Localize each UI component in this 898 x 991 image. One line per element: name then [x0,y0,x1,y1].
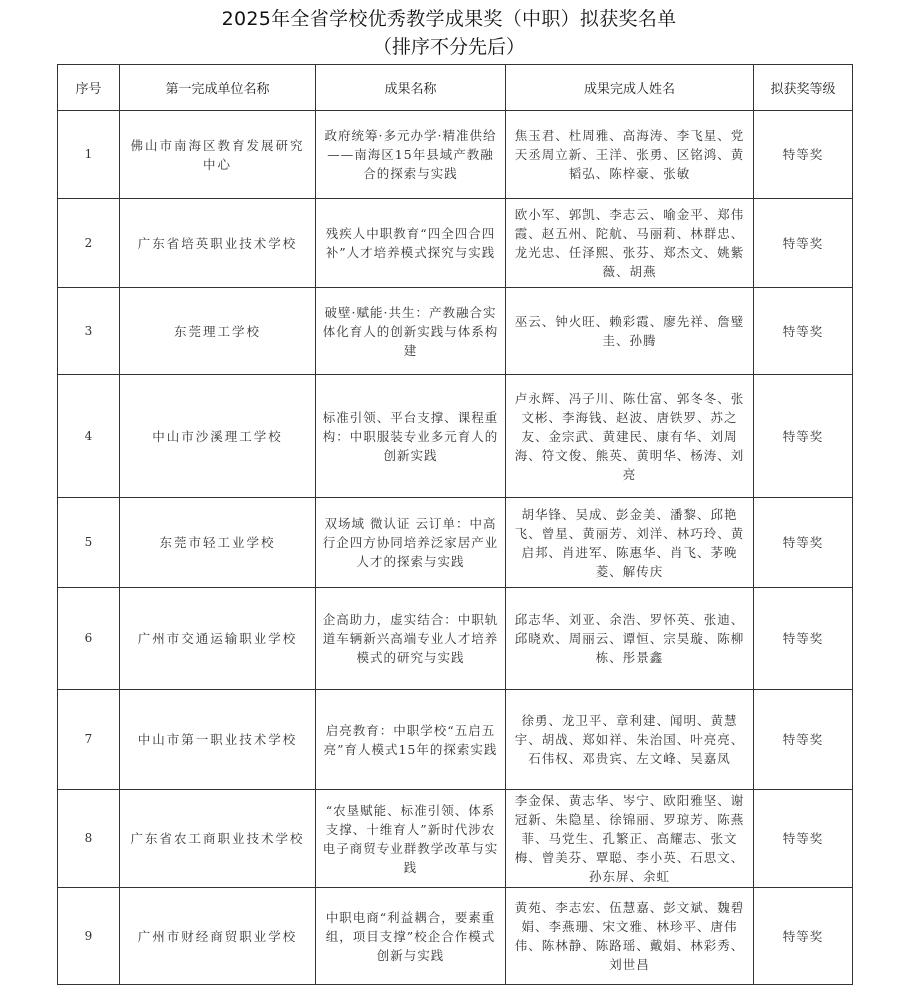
header-people: 成果完成人姓名 [506,65,754,111]
row-unit: 广州市交通运输职业学校 [120,588,316,690]
row-level: 特等奖 [754,690,853,790]
row-achievement: 启亮教育：中职学校“五启五亮”育人模式15年的探索实践 [316,690,506,790]
row-level: 特等奖 [754,588,853,690]
row-no: 4 [58,375,120,498]
row-unit: 东莞理工学校 [120,288,316,375]
row-level: 特等奖 [754,288,853,375]
row-level: 特等奖 [754,790,853,888]
row-level: 特等奖 [754,888,853,985]
row-achievement: 破壁·赋能·共生：产教融合实体化育人的创新实践与体系构建 [316,288,506,375]
row-people: 卢永辉、冯子川、陈仕富、郭冬冬、张文彬、李海钱、赵波、唐铁罗、苏之友、金宗武、黄建民、康有华、刘周海、符文俊、熊英、黄明华、杨涛、刘亮 [506,375,754,498]
row-no: 9 [58,888,120,985]
row-unit: 广东省培英职业技术学校 [120,199,316,288]
award-list-table [57,64,853,985]
row-unit: 中山市第一职业技术学校 [120,690,316,790]
table-row [58,790,853,888]
row-unit: 佛山市南海区教育发展研究中心 [120,111,316,199]
row-unit: 东莞市轻工业学校 [120,498,316,588]
row-no: 5 [58,498,120,588]
table-header-row [58,65,853,111]
row-achievement: 政府统筹·多元办学·精准供给——南海区15年县域产教融合的探索与实践 [316,111,506,199]
row-achievement: 中职电商“利益耦合，要素重组，项目支撑”校企合作模式创新与实践 [316,888,506,985]
row-achievement: 双场域 微认证 云订单：中高行企四方协同培养泛家居产业人才的探索与实践 [316,498,506,588]
document-title: 2025年全省学校优秀教学成果奖（中职）拟获奖名单 [221,8,677,30]
row-people: 欧小军、郭凯、李志云、喻金平、郑伟霞、赵五州、陀航、马丽莉、林群忠、龙光忠、任泽熙、张芬、郑杰文、姚紫薇、胡燕 [506,199,754,288]
document-subtitle: （排序不分先后） [372,36,525,58]
row-achievement: 企高助力，虚实结合：中职轨道车辆新兴高端专业人才培养模式的研究与实践 [316,588,506,690]
row-level: 特等奖 [754,498,853,588]
table-row [58,288,853,375]
row-no: 6 [58,588,120,690]
row-people: 徐勇、龙卫平、章利建、闻明、黄慧宇、胡战、郑如祥、朱治国、叶亮亮、石伟权、邓贵宾、左文峰、吴嘉凤 [506,690,754,790]
row-achievement: 残疾人中职教育“四全四合四补”人才培养模式探究与实践 [316,199,506,288]
row-people: 胡华锋、吴成、彭金美、潘黎、邱艳飞、曾星、黄丽芳、刘洋、林巧玲、黄启邦、肖进军、陈惠华、肖飞、茅晚菱、解传庆 [506,498,754,588]
row-no: 1 [58,111,120,199]
table-row [58,111,853,199]
table-row [58,199,853,288]
table-row [58,588,853,690]
table-row [58,498,853,588]
row-level: 特等奖 [754,375,853,498]
row-no: 7 [58,690,120,790]
row-unit: 广州市财经商贸职业学校 [120,888,316,985]
row-no: 3 [58,288,120,375]
row-people: 黄苑、李志宏、伍慧嘉、彭文斌、魏碧娟、李燕珊、宋文雅、林珍平、唐伟伟、陈林静、陈路瑶、戴娟、林彩秀、刘世昌 [506,888,754,985]
row-no: 2 [58,199,120,288]
table-row [58,690,853,790]
row-achievement: 标准引领、平台支撑、课程重构：中职服装专业多元育人的创新实践 [316,375,506,498]
header-achievement: 成果名称 [316,65,506,111]
header-level: 拟获奖等级 [754,65,853,111]
table-row [58,375,853,498]
header-no: 序号 [58,65,120,111]
row-people: 焦玉君、杜周雅、高海涛、李飞星、党天丞周立新、王洋、张勇、区铭鸿、黄韬弘、陈梓豪、张敏 [506,111,754,199]
row-level: 特等奖 [754,111,853,199]
row-people: 邱志华、刘亚、余浩、罗怀英、张迪、邱晓欢、周丽云、谭恒、宗昊璇、陈柳栋、彤景鑫 [506,588,754,690]
table-row [58,888,853,985]
row-people: 李金保、黄志华、岑宁、欧阳雅坚、谢冠新、朱隐星、徐锦丽、罗琼芳、陈燕菲、马党生、孔繁正、高耀志、张文梅、曾美芬、覃聪、李小英、石思文、孙东屏、余虹 [506,790,754,888]
row-people: 巫云、钟火旺、赖彩霞、廖先祥、詹璧圭、孙腾 [506,288,754,375]
row-unit: 广东省农工商职业技术学校 [120,790,316,888]
row-level: 特等奖 [754,199,853,288]
row-achievement: “农垦赋能、标准引领、体系支撑、十维育人”新时代涉农电子商贸专业群教学改革与实践 [316,790,506,888]
header-unit: 第一完成单位名称 [120,65,316,111]
row-unit: 中山市沙溪理工学校 [120,375,316,498]
row-no: 8 [58,790,120,888]
